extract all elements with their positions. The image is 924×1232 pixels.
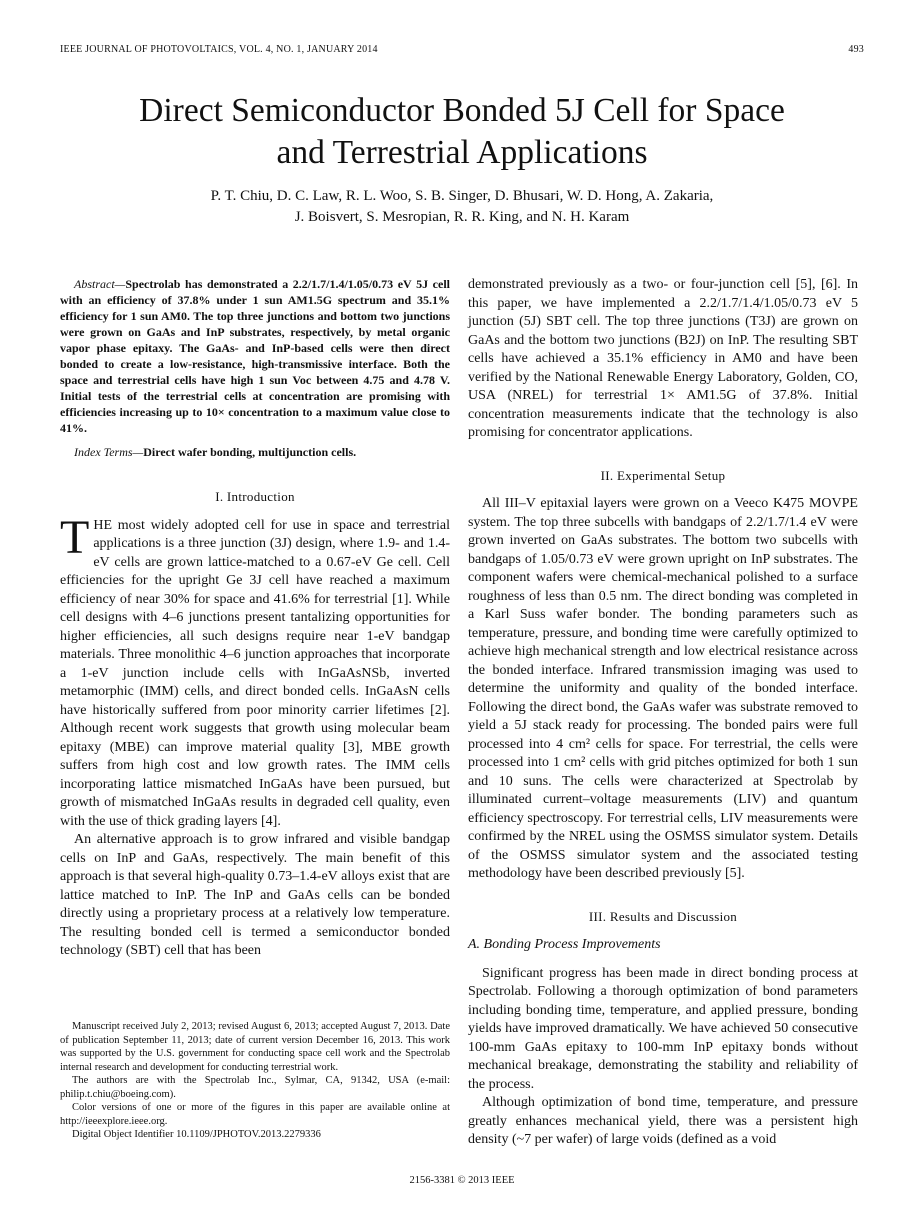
section-heading-introduction: I. Introduction bbox=[215, 489, 295, 504]
intro-paragraph-2: An alternative approach is to grow infrared and visible bandgap cells on InP and GaAs, respectively. The main benefit of this approach is that several high-quality 0.73–1.4-eV alloys exist that are lattice matched to InP. The InP and GaAs cells can be bonded directly using a proprietary process at a relatively low temperature. The resulting bonded cell is termed a semiconductor bonded technology (SBT) cell that has been bbox=[60, 832, 450, 958]
index-terms bbox=[60, 444, 450, 460]
results-paragraph-2: Although optimization of bond time, temperature, and pressure greatly enhances mechanical yield, there was a persistent high density (~7 per wafer) of large voids (defined as a void bbox=[468, 1095, 858, 1147]
title-line-2: and Terrestrial Applications bbox=[276, 134, 648, 171]
index-terms-text: Direct wafer bonding, multijunction cells. bbox=[143, 445, 357, 459]
footnote-color-versions: Color versions of one or more of the figures in this paper are available online at http://ieeexplore.ieee.org. bbox=[60, 1102, 450, 1127]
abstract-label: Abstract— bbox=[74, 277, 126, 291]
paper-title bbox=[0, 90, 924, 174]
footnote-affiliation: The authors are with the Spectrolab Inc., Sylmar, CA, 91342, USA (e-mail: philip.t.chiu@boeing.com). bbox=[60, 1075, 450, 1100]
author-list bbox=[0, 186, 924, 228]
section-heading-results: III. Results and Discussion bbox=[588, 908, 738, 924]
footnote-doi: Digital Object Identifier 10.1109/JPHOTOV.2013.2279336 bbox=[72, 1129, 321, 1140]
authors-line-2: J. Boisvert, S. Mesropian, R. R. King, and N. H. Karam bbox=[294, 209, 630, 225]
authors-line-1: P. T. Chiu, D. C. Law, R. L. Woo, S. B. Singer, D. Bhusari, W. D. Hong, A. Zakaria, bbox=[210, 188, 714, 204]
intro-paragraph-1 bbox=[60, 510, 450, 832]
page-number: 493 bbox=[848, 44, 864, 55]
drop-cap: T bbox=[60, 510, 90, 564]
journal-name: IEEE JOURNAL OF PHOTOVOLTAICS, VOL. 4, NO. 1, JANUARY 2014 bbox=[60, 44, 378, 55]
index-terms-label: Index Terms— bbox=[74, 445, 144, 459]
footnote-manuscript: Manuscript received July 2, 2013; revised August 6, 2013; accepted August 7, 2013. Date of publication September 11, 2013; date of current version December 16, 2013. This work was supported by the U.S. government for conducting space cell work and the Spectrolab internal research and development for conducting terrestrial work. bbox=[60, 1021, 450, 1073]
left-column bbox=[60, 276, 450, 961]
title-line-1: Direct Semiconductor Bonded 5J Cell for Space bbox=[139, 92, 785, 129]
footer-issn: 2156-3381 © 2013 IEEE bbox=[409, 1175, 515, 1186]
footnotes bbox=[60, 1020, 450, 1142]
experimental-paragraph-1: All III–V epitaxial layers were grown on a Veeco K475 MOVPE system. The top three subcells with bandgaps of 2.2/1.7/1.4 eV were grown inverted on GaAs substrates. The bottom two subcells with bandgaps of 1.05/0.73 eV were grown upright on InP substrates. The component wafers were chemical-mechanical polished to a surface roughness of less than 0.5 nm. The direct bonding was completed in a Karl Suss wafer bonder. The bonding parameters such as temperature, pressure, and bonding time were carefully optimized to achieve high mechanical strength and low electrical resistance across the bonded interface. Infrared transmission imaging was used to determine the uniformity and quality of the bonded interface. Following the direct bond, the GaAs wafer was substrate removed to yield a 5J stack ready for processing. The bonded pairs were full processed into 4 cm² cells for space. For terrestrial, the cells were processed into 1 cm² cells with grid pitches optimized for both 1 sun and 10 suns. The cells were characterized at Spectrolab by illuminated current–voltage measurements (LIV) and quantum efficiency spectroscopy. For terrestrial cells, LIV measurements were confirmed by the NREL using the OSMSS simulator system. Details of the OSMSS simulator system and the associated testing methodology have been described previously [5]. bbox=[468, 496, 858, 881]
results-paragraph-1: Significant progress has been made in direct bonding process at Spectrolab. Following a thorough optimization of bond parameters including bonding time, temperature, and applied pressure, bonding yields have improved dramatically. We have achieved 50 consecutive 100-mm GaAs epitaxy to 100-mm InP epitaxy bonds without mechanical breakage, demonstrating the stability and reliability of the process. bbox=[468, 965, 858, 1092]
abstract-text: Spectrolab has demonstrated a 2.2/1.7/1.4/1.05/0.73 eV 5J cell with an efficiency of 37.8% under 1 sun AM1.5G spectrum and 35.1% efficiency for 1 sun AM0. The top three junctions and bottom two junctions were grown on GaAs and InP substrates, respectively, by metal organic vapor phase epitaxy. The GaAs- and InP-based cells were then direct bonded to create a low-resistance, high-transmissive interface. Both the space and terrestrial cells have high 1 sun Voc between 4.75 and 4.78 V. Initial tests of the terrestrial cells at concentration are promising with efficiencies increasing up to 10× concentration to a maximum value close to 41%. bbox=[60, 277, 450, 435]
abstract bbox=[60, 276, 450, 436]
right-column bbox=[468, 276, 858, 1150]
intro-paragraph-2-continued: demonstrated previously as a two- or four-junction cell [5], [6]. In this paper, we have implemented a 2.2/1.7/1.4/1.05/0.73 eV 5 junction (5J) SBT cell. The top three junctions (T3J) are grown on GaAs and the bottom two junctions (B2J) on InP. The resulting SBT cells have achieved a 35.1% efficiency in AM0 and have been verified by the National Renewable Energy Laboratory, Golden, CO, USA (NREL) for terrestrial 1× AM1.5G of 37.8%. Initial concentration measurements indicate that the technology is also promising for concentrator applications. bbox=[468, 277, 858, 440]
subsection-heading-bonding: A. Bonding Process Improvements bbox=[468, 937, 661, 952]
intro-paragraph-1-text: HE most widely adopted cell for use in space and terrestrial applications is a three junction (3J) design, where 1.9- and 1.4-eV cells are grown lattice-matched to a 0.67-eV Ge cell. Cell efficiencies for the upright Ge 3J cell have reached a maximum efficiency of near 30% for space and 41.6% for terrestrial [1]. While cell designs with 4–6 junctions present tantalizing opportunities for higher efficiencies, all such designs require near 1-eV bandgap materials. Three monolithic 4–6 junction approaches that incorporate a 1-eV junction include cells with InGaAsNSb, inverted metamorphic (IMM) cells, and direct bonded cells. InGaAsN cells have historically suffered from poor minority carrier lifetimes [2]. Although recent work suggests that growth using molecular beam epitaxy (MBE) can improve material quality [3], MBE growth suffers from high cost and low growth rates. The IMM cells incorporating lattice mismatched InGaAs have been pursued, but growth of mismatched InGaAs results in degraded cell quality, even with the use of thick grading layers [4]. bbox=[60, 517, 450, 829]
section-heading-experimental: II. Experimental Setup bbox=[600, 467, 726, 483]
